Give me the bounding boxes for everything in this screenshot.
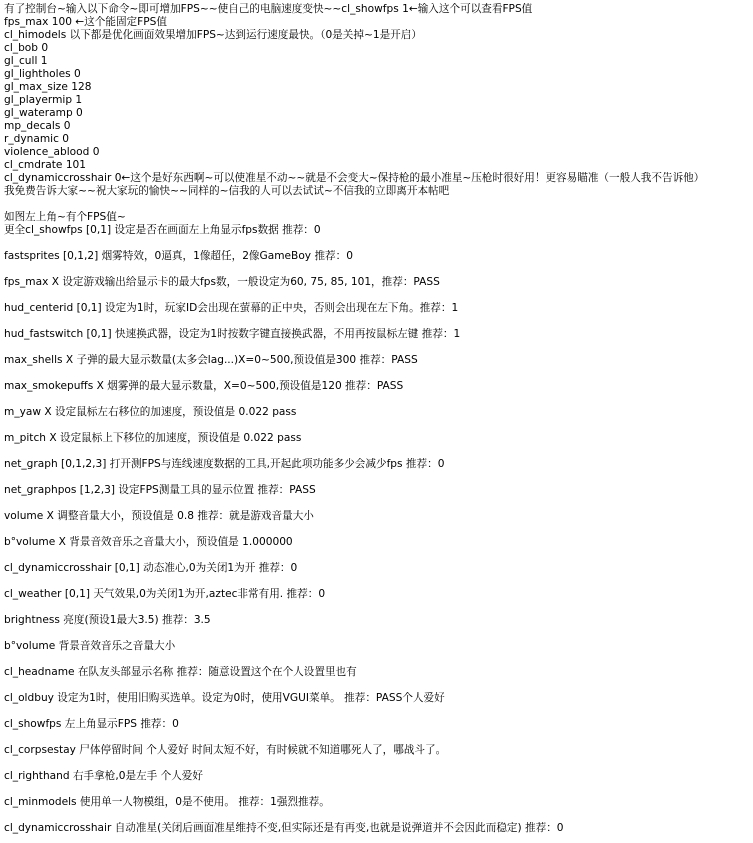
himodels-line: cl_himodels 以下都是优化画面效果增加FPS~达到运行速度最快。（0是关掉~1是开启） [4, 29, 422, 41]
cmd-cl-headname: cl_headname 在队友头部显示名称 推荐：随意设置这个在个人设置里也有 [4, 666, 357, 678]
fps-max-line: fps_max 100 ←这个能固定FPS值 [4, 16, 167, 28]
cmd-hud-fastswitch: hud_fastswitch [0,1] 快速换武器，设定为1时按数字键直接换武器，不用再按鼠标左键 推荐：1 [4, 328, 461, 340]
free-tip-line: 我免费告诉大家~~祝大家玩的愉快~~同样的~信我的人可以去试试~不信我的立即离开本帖吧 [4, 185, 450, 197]
cmd-cl-showfps-2: cl_showfps 左上角显示FPS 推荐：0 [4, 718, 179, 730]
cmd-cl-oldbuy: cl_oldbuy 设定为1时，使用旧购买选单。设定为0时，使用VGUI菜单。 推荐：PASS个人爱好 [4, 692, 445, 704]
cmd-dynamiccrosshair: cl_dynamiccrosshair [0,1] 动态准心,0为关闭1为开 推荐：0 [4, 562, 298, 574]
dynamiccrosshair-tip: cl_dynamiccrosshair 0←这个是好东西啊~可以使准星不动~~就是不会变大~保持枪的最小准星~压枪时很好用！更容易瞄准（一般人我不告诉他） [4, 172, 705, 184]
cmd-m-pitch: m_pitch X 设定鼠标上下移位的加速度，预设值是 0.022 pass [4, 432, 302, 444]
cmd-max-shells: max_shells X 子弹的最大显示数量(太多会lag...)X=0~500,预设值是300 推荐：PASS [4, 354, 418, 366]
cmd-hud-centerid: hud_centerid [0,1] 设定为1时，玩家ID会出现在萤幕的正中央，否则会出现在左下角。推荐：1 [4, 302, 459, 314]
cmd-m-yaw: m_yaw X 设定鼠标左右移位的加速度，预设值是 0.022 pass [4, 406, 297, 418]
r-dynamic-line: r_dynamic 0 [4, 133, 70, 145]
cmd-bgvolume-2: b°volume 背景音效音乐之音量大小 [4, 640, 176, 652]
cmd-volume: volume X 调整音量大小，预设值是 0.8 推荐：就是游戏音量大小 [4, 510, 314, 522]
cmd-cl-righthand: cl_righthand 右手拿枪,0是左手 个人爱好 [4, 770, 203, 782]
cmd-net-graphpos: net_graphpos [1,2,3] 设定FPS测量工具的显示位置 推荐：PASS [4, 484, 316, 496]
cmd-cl-corpsestay: cl_corpsestay 尸体停留时间 个人爱好 时间太短不好，有时候就不知道哪死人了，哪战斗了。 [4, 744, 447, 756]
gl-wateramp-line: gl_wateramp 0 [4, 107, 83, 119]
cmd-cl-minmodels: cl_minmodels 使用单一人物模组，0是不使用。 推荐：1强烈推荐。 [4, 796, 330, 808]
fps-image-note: 如图左上角~有个FPS值~ [4, 211, 126, 223]
cmd-brightness: brightness 亮度(预设1最大3.5) 推荐：3.5 [4, 614, 211, 626]
cmd-bgvolume: b°volume X 背景音效音乐之音量大小，预设值是 1.000000 [4, 536, 293, 548]
intro-console-line: 有了控制台~输入以下命令~即可增加FPS~~使自己的电脑速度变快~~cl_showfps 1←输入这个可以查看FPS值 [4, 3, 533, 15]
cmd-cl-weather: cl_weather [0,1] 天气效果,0为关闭1为开,aztec非常有用. 推荐：0 [4, 588, 326, 600]
cmd-max-smokepuffs: max_smokepuffs X 烟雾弹的最大显示数量，X=0~500,预设值是120 推荐：PASS [4, 380, 404, 392]
violence-ablood-line: violence_ablood 0 [4, 146, 100, 158]
cmd-fps-max: fps_max X 设定游戏输出给显示卡的最大fps数，一般设定为60, 75, 85, 101，推荐：PASS [4, 276, 440, 288]
mp-decals-line: mp_decals 0 [4, 120, 71, 132]
cl-cmdrate-line: cl_cmdrate 101 [4, 159, 87, 171]
cmd-cl-showfps: 更全cl_showfps [0,1] 设定是否在画面左上角显示fps数据 推荐：0 [4, 224, 321, 236]
gl-playermip-line: gl_playermip 1 [4, 94, 83, 106]
cmd-fastsprites: fastsprites [0,1,2] 烟雾特效，0逼真，1像超任，2像GameBoy 推荐：0 [4, 250, 353, 262]
gl-cull-line: gl_cull 1 [4, 55, 48, 67]
cmd-net-graph: net_graph [0,1,2,3] 打开测FPS与连线速度数据的工具,开起此项功能多少会减少fps 推荐：0 [4, 458, 445, 470]
gl-lightholes-line: gl_lightholes 0 [4, 68, 81, 80]
cl-bob-line: cl_bob 0 [4, 42, 49, 54]
gl-max-size-line: gl_max_size 128 [4, 81, 92, 93]
cmd-dynamiccrosshair-2: cl_dynamiccrosshair 自动准星(关闭后画面准星维持不变,但实际还是有再变,也就是说弹道并不会因此而稳定) 推荐：0 [4, 822, 564, 834]
